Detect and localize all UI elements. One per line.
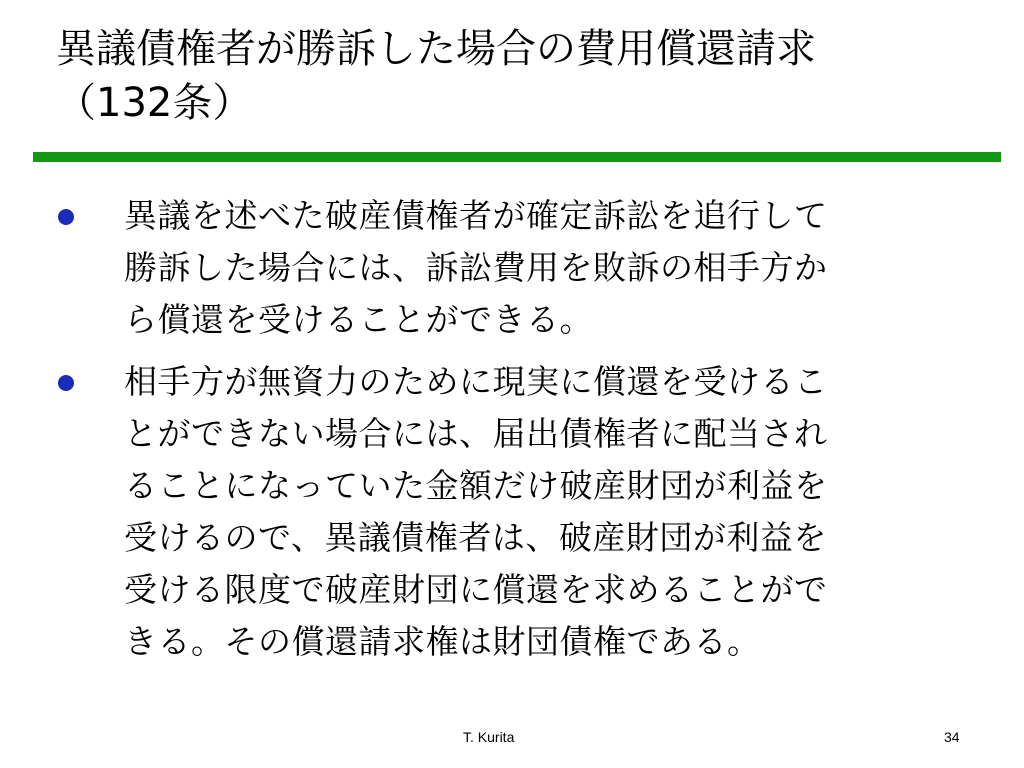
slide-title-line-1: 異議債権者が勝訴した場合の費用償還請求 xyxy=(56,26,816,72)
slide-title-line-2: （132条） xyxy=(56,80,253,126)
footer-author: T. Kurita xyxy=(463,729,515,745)
bullet-item-1 xyxy=(40,190,980,346)
bullet-1-line-1: 異議を述べた破産債権者が確定訴訟を追行して xyxy=(124,196,828,235)
bullet-2-line-2: とができない場合には、届出債権者に配当され xyxy=(124,414,828,453)
bullet-2-line-6: きる。その償還請求権は財団債権である。 xyxy=(124,622,761,661)
title-divider xyxy=(33,152,1001,162)
bullet-dot-icon xyxy=(58,375,74,391)
bullet-2-line-5: 受ける限度で破産財団に償還を求めることがで xyxy=(124,570,828,609)
bullet-item-2 xyxy=(40,356,980,668)
slide-title xyxy=(56,22,976,130)
bullet-dot-icon xyxy=(58,209,74,225)
bullet-1-line-3: ら償還を受けることができる。 xyxy=(124,300,593,339)
bullet-2-line-1: 相手方が無資力のために現実に償還を受けるこ xyxy=(124,362,828,401)
bullet-list xyxy=(40,190,980,678)
page-number: 34 xyxy=(944,729,960,745)
bullet-2-line-3: ることになっていた金額だけ破産財団が利益を xyxy=(124,466,828,505)
bullet-1-line-2: 勝訴した場合には、訴訟費用を敗訴の相手方か xyxy=(124,248,828,287)
bullet-2-line-4: 受けるので、異議債権者は、破産財団が利益を xyxy=(124,518,827,557)
